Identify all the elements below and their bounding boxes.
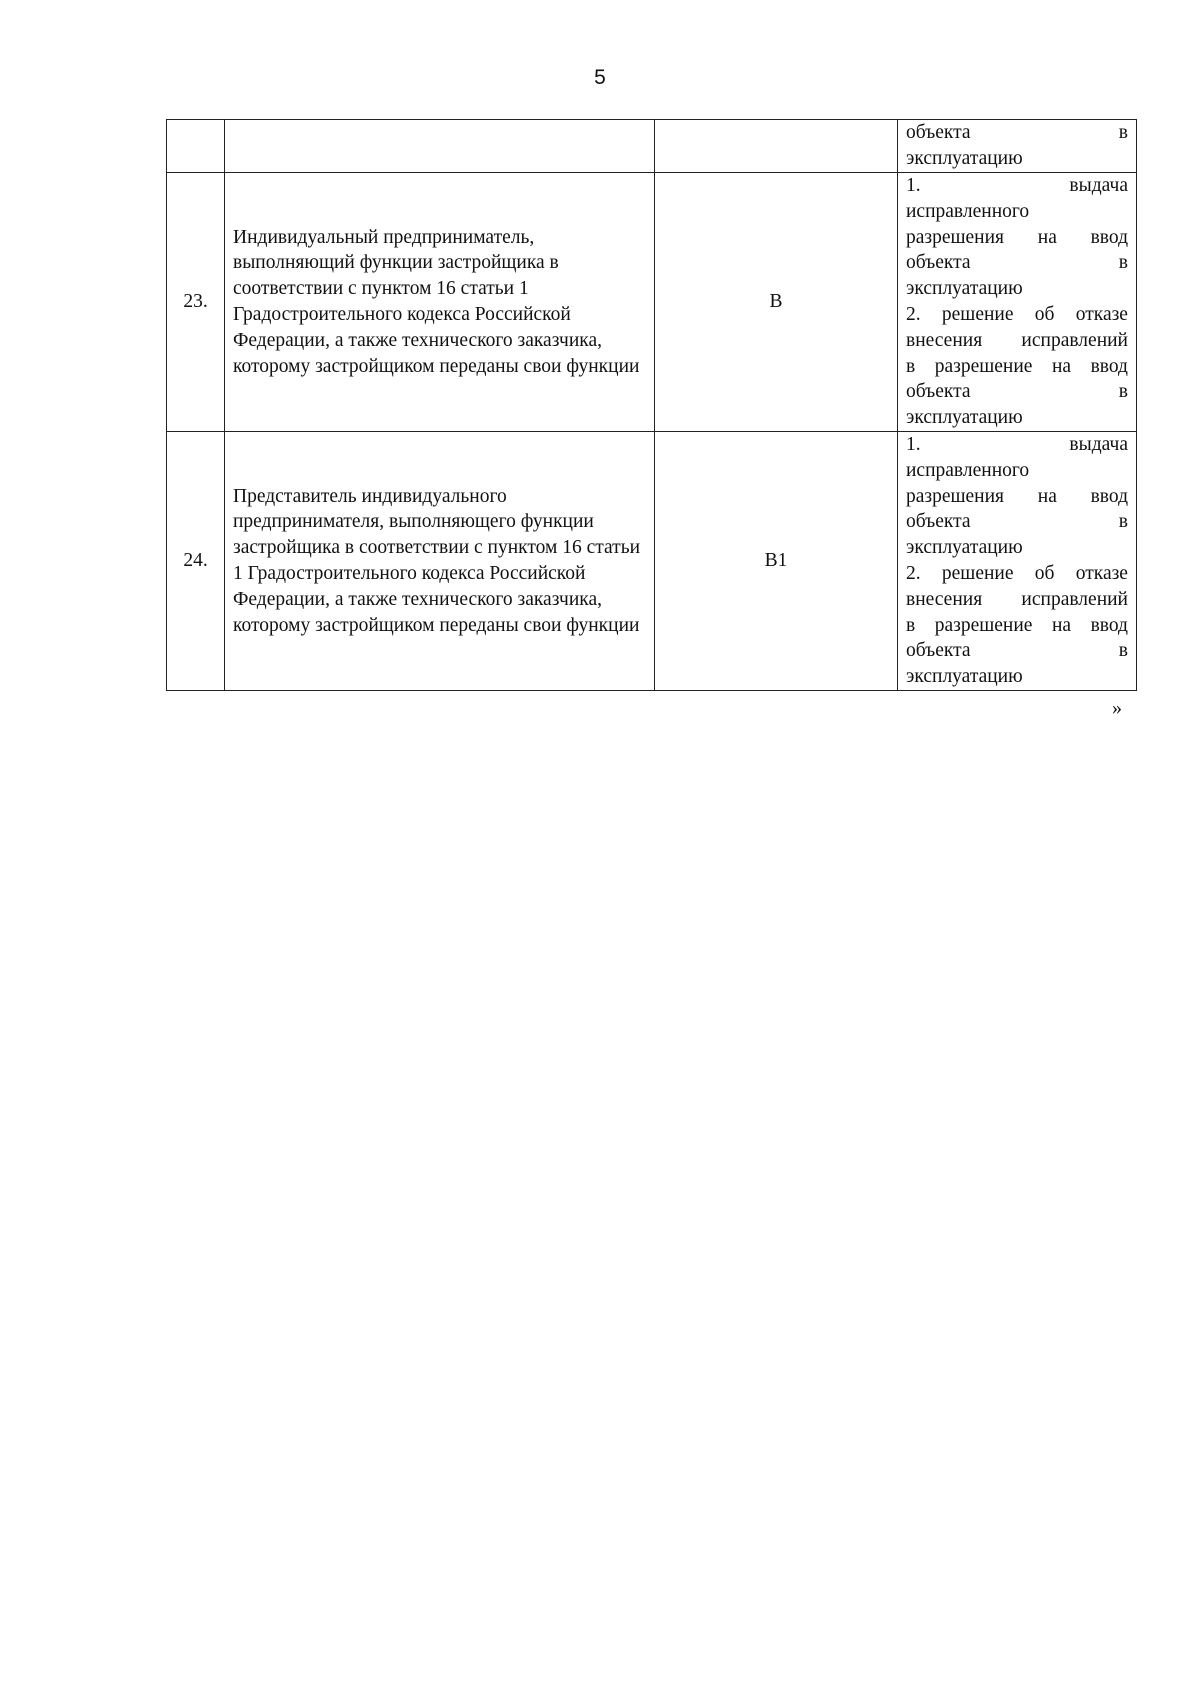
result-line — [906, 250, 1128, 276]
result-line-word: в — [906, 355, 916, 377]
result-line-word: на — [1037, 226, 1057, 248]
result-line-word: на — [1051, 614, 1072, 636]
result-line-right: в — [1118, 252, 1128, 274]
code-cell: В — [655, 173, 898, 432]
result-line-right: в — [1118, 122, 1128, 144]
result-line — [906, 199, 1128, 225]
result-cell — [898, 173, 1137, 432]
result-line-right: в — [1118, 381, 1128, 403]
result-line-word: в — [906, 614, 916, 636]
result-line-word: отказе — [1075, 304, 1128, 325]
result-line-word: решение — [941, 563, 1014, 584]
result-line-right: в — [1118, 640, 1128, 662]
result-line-word: об — [1034, 304, 1055, 325]
result-line-left: 1. — [906, 434, 921, 456]
result-line-word: ввод — [1090, 485, 1128, 507]
result-line-left: объекта — [906, 122, 971, 144]
result-line — [906, 638, 1128, 664]
result-line-word: на — [1037, 485, 1057, 507]
result-line — [906, 120, 1128, 146]
result-line — [906, 561, 1128, 587]
result-line-word: ввод — [1090, 614, 1128, 636]
result-line — [906, 509, 1128, 535]
result-line-left: объекта — [906, 381, 971, 403]
result-line — [906, 225, 1128, 251]
result-line-left: исправленного — [906, 459, 1030, 481]
result-line — [906, 302, 1128, 328]
result-line-left: эксплуатацию — [906, 666, 1023, 688]
result-line — [906, 613, 1128, 639]
row-number-cell: 24. — [167, 432, 225, 691]
applicant-cell — [225, 120, 655, 173]
result-line-left: исправленного — [906, 200, 1030, 222]
result-line-left: эксплуатацию — [906, 407, 1023, 429]
result-line — [906, 328, 1128, 354]
result-line-word: исправлений — [1021, 588, 1128, 610]
result-line-right: выдача — [1069, 175, 1128, 197]
table-row — [167, 120, 1137, 173]
result-line-word: 2. — [906, 304, 921, 325]
result-line — [906, 405, 1128, 431]
result-line-word: исправлений — [1021, 329, 1128, 351]
page-number: 5 — [594, 66, 606, 89]
result-line-word: на — [1051, 355, 1072, 377]
result-line — [906, 587, 1128, 613]
result-line-word: разрешение — [934, 355, 1033, 377]
result-line-word: ввод — [1090, 355, 1128, 377]
table-row — [167, 432, 1137, 691]
result-cell — [898, 432, 1137, 691]
result-line-left: объекта — [906, 640, 971, 662]
result-line-word: разрешения — [906, 226, 1005, 248]
result-line — [906, 432, 1128, 458]
applicant-table — [166, 119, 1137, 691]
result-line-word: отказе — [1075, 563, 1128, 584]
result-line-word: разрешение — [934, 614, 1033, 636]
result-line — [906, 484, 1128, 510]
result-line-left: объекта — [906, 511, 971, 533]
result-line — [906, 173, 1128, 199]
result-cell — [898, 120, 1137, 173]
result-line-left: эксплуатацию — [906, 537, 1023, 559]
result-line-word: внесения — [906, 329, 983, 351]
result-line-word: об — [1034, 563, 1055, 584]
result-line — [906, 379, 1128, 405]
result-line-word: внесения — [906, 588, 983, 610]
applicant-cell: Индивидуальный предприниматель, выполняющий функции застройщика в соответствии с пунктом 16 статьи 1 Градостроительного кодекса Российской Федерации, а также технического заказчика, которому застройщиком переданы свои функции — [225, 173, 655, 432]
code-cell — [655, 120, 898, 173]
result-line — [906, 354, 1128, 380]
row-number-cell — [167, 120, 225, 173]
result-line-left: объекта — [906, 252, 971, 274]
result-line-left: эксплуатацию — [906, 148, 1023, 169]
result-line-word: разрешения — [906, 485, 1005, 507]
result-line — [906, 664, 1128, 690]
code-cell: В1 — [655, 432, 898, 691]
result-line-right: выдача — [1069, 434, 1128, 456]
result-line — [906, 146, 1128, 172]
row-number-cell: 23. — [167, 173, 225, 432]
result-line-word: 2. — [906, 563, 921, 584]
result-line-word: ввод — [1090, 226, 1128, 248]
result-line — [906, 535, 1128, 561]
result-line-word: решение — [941, 304, 1014, 325]
result-line-left: эксплуатацию — [906, 278, 1023, 300]
result-line-left: 1. — [906, 175, 921, 197]
result-line — [906, 458, 1128, 484]
result-line-right: в — [1118, 511, 1128, 533]
table-row — [167, 173, 1137, 432]
closing-quote-mark: » — [1112, 697, 1122, 719]
result-line — [906, 276, 1128, 302]
applicant-cell: Представитель индивидуального предпринимателя, выполняющего функции застройщика в соответствии с пунктом 16 статьи 1 Градостроительного кодекса Российской Федерации, а также технического заказчика, которому застройщиком переданы свои функции — [225, 432, 655, 691]
